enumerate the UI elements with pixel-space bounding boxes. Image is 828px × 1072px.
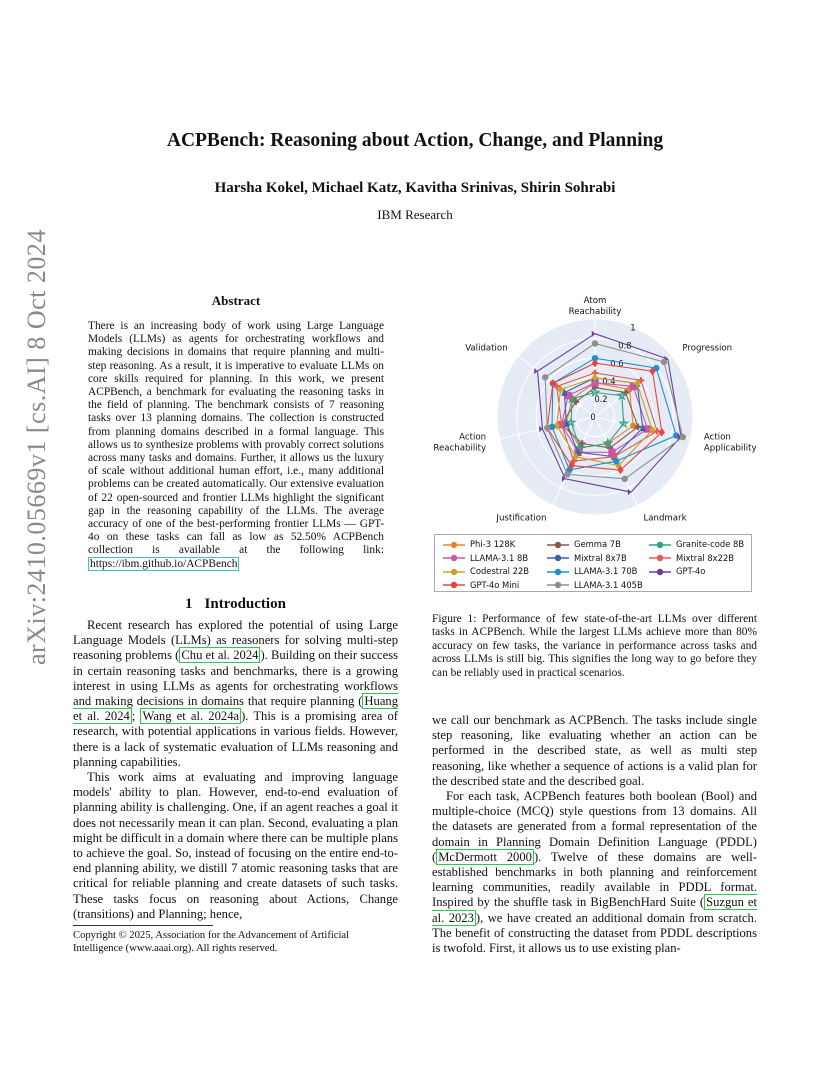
arxiv-stamp: arXiv:2410.05669v1 [cs.AI] 8 Oct 2024 bbox=[22, 229, 51, 665]
legend-label: Granite-code 8B bbox=[676, 539, 745, 549]
citation-huang-2024[interactable]: Huang et al. 2024 bbox=[73, 694, 398, 724]
radar-point-10-2 bbox=[680, 434, 686, 440]
legend-item bbox=[443, 537, 515, 551]
intro-paragraph-2: This work aims at evaluating and improving language models' ability to plan. However, end-to-end evaluation of planning ability is challenging. One, if an agent reaches a goal it does not necessarily mean it can plan. Second, evaluating a plan might be difficult in a domain where there can be multiple plans to achieve the goal. So, instead of focusing on the entire end-to-end planning ability, we distill 7 atomic reasoning tasks that are critical for reliable planning and create datasets of such tasks. These tasks focus on reasoning about Actions, Change (transitions) and Planning; hence, bbox=[73, 770, 398, 921]
legend-item bbox=[547, 564, 637, 578]
radar-axis-label-2-line1: Applicability bbox=[703, 443, 757, 454]
abstract-body bbox=[88, 320, 384, 571]
radar-tick-label-4: 0.8 bbox=[618, 340, 632, 351]
legend-swatch-9 bbox=[443, 580, 465, 590]
legend-label: Codestral 22B bbox=[470, 566, 530, 576]
legend-swatch-3 bbox=[443, 553, 465, 563]
legend-label: LLAMA-3.1 405B bbox=[574, 579, 643, 590]
copyright-footnote: Copyright © 2025, Association for the Advancement of Artificial Intelligence (www.aaai.org). All rights reserved. bbox=[73, 930, 350, 954]
figure-caption: Figure 1: Performance of few state-of-the-art LLMs over different tasks in ACPBench. While the largest LLMs achieve more than 80% accuracy on few tasks, the variance in performance across tasks and across LLMs is still big. This signifies the long way to go before they can be reliably used in practical scenarios. bbox=[432, 613, 757, 679]
legend-item bbox=[443, 564, 529, 578]
section-number: 1 bbox=[185, 596, 193, 612]
right-paragraph-2: For each task, ACPBench features both boolean (Bool) and multiple-choice (MCQ) style questions from 13 domains. All the datasets are generated from a formal representation of the domain in Planning Domain Definition Language (PDDL) ( McDermott 2000 ). Twelve of these domains are well-established benchmarks in both planning and reinforcement learning communities, readily available in PDDL format. Inspired by the shuffle task in BigBenchHard Suite ( Suzgun et al. 2023 ), we have created an additional domain from scratch. The benefit of constructing the dataset from PDDL descriptions is twofold. First, it allows us to use existing plan- bbox=[432, 789, 758, 956]
intro-paragraph-1: Recent research has explored the potential of using Large Language Models (LLMs) as reasoners for solving multi-step reasoning problems ( Chu et al. 2024 ). Building on their success in certain reasoning tasks and benchmarks, there is a growing interest in using LLMs as agents for orchestrating workflows and making decisions in domains that require planning ( Huang et al. 2024 ; Wang et al. 2024a ). This is a promising area of research, with potential applications in various fields. However, there is a lack of systematic evaluation of LLMs reasoning and planning capabilities. bbox=[73, 618, 399, 769]
radar-axis-label-4: Justification bbox=[496, 513, 547, 524]
legend-item bbox=[443, 578, 519, 592]
legend-label: Phi-3 128K bbox=[470, 539, 516, 549]
legend-label: GPT-4o bbox=[676, 566, 706, 576]
affiliation: IBM Research bbox=[377, 207, 453, 222]
radar-axis-label-2-line0: Action bbox=[703, 432, 731, 443]
radar-point-7-3 bbox=[613, 458, 619, 464]
legend-item bbox=[547, 537, 621, 551]
radar-axis-label-1: Progression bbox=[682, 343, 733, 354]
paper-title: ACPBench: Reasoning about Action, Change, and Planning bbox=[166, 130, 664, 151]
radar-axis-label-0-line0: Atom bbox=[583, 295, 607, 306]
radar-tick-label-2: 0.4 bbox=[602, 376, 616, 387]
legend-swatch-2 bbox=[649, 540, 671, 550]
chart-legend bbox=[434, 534, 752, 592]
left-column-body bbox=[73, 618, 398, 922]
right-column-body bbox=[432, 713, 757, 956]
radar-tick-label-1: 0.2 bbox=[594, 394, 608, 405]
legend-swatch-10 bbox=[547, 580, 569, 590]
citation-mcdermott-2000[interactable]: McDermott 2000 bbox=[438, 849, 532, 864]
legend-item bbox=[443, 551, 528, 565]
radar-axis-label-5-line1: Reachability bbox=[433, 443, 487, 454]
legend-swatch-4 bbox=[547, 553, 569, 563]
legend-label: LLAMA-3.1 8B bbox=[470, 552, 529, 563]
radar-axis-label-3: Landmark bbox=[643, 513, 687, 524]
abstract-text: There is an increasing body of work using Large Language Models (LLMs) as agents for orchestrating workflows and making decisions in domains that require planning and multi-step reasoning. As a result, it is imperative to evaluate LLMs on core skills required for planning. In this work, we present ACPBench, a benchmark for evaluating the reasoning tasks in the field of planning. The benchmark consists of 7 reasoning tasks over 13 planning domains. The collection is constructed from planning domains described in a formal language. This allows us to synthesize problems with provably correct solutions across many tasks and domains. Further, it allows us the luxury of scale without additional human effort, i.e., many additional problems can be created automatically. Our extensive evaluation of 22 open-sourced and frontier LLMs highlight the significant gap in the reasoning capability of the LLMs. The average accuracy of one of the best-performing frontier LLMs — GPT-4o on these tasks can fall as low as 52.50% ACPBench collection is available at the following link: bbox=[88, 320, 384, 557]
legend-item bbox=[547, 578, 643, 592]
radar-axis-label-6: Validation bbox=[465, 343, 508, 354]
legend-item bbox=[649, 551, 734, 565]
legend-swatch-7 bbox=[547, 567, 569, 577]
legend-item bbox=[649, 564, 705, 578]
radar-point-10-3 bbox=[622, 476, 628, 482]
radar-point-10-4 bbox=[564, 471, 570, 477]
radar-point-3-2 bbox=[644, 426, 650, 432]
radar-chart-svg bbox=[425, 295, 765, 535]
right-paragraph-1: we call our benchmark as ACPBench. The tasks include single step reasoning, like evaluating whether an action can be performed in the described state, as well as multi step reasoning, like whether a sequence of actions is a valid plan for the described state and the described goal. bbox=[432, 713, 757, 788]
radar-point-10-1 bbox=[661, 359, 667, 365]
citation-chu-2024[interactable]: Chu et al. 2024 bbox=[181, 648, 259, 663]
author-list: Harsha Kokel, Michael Katz, Kavitha Srinivas, Shirin Sohrabi bbox=[214, 180, 616, 196]
radar-axis-label-0-line1: Reachability bbox=[568, 306, 622, 317]
abstract-heading: Abstract bbox=[211, 293, 261, 308]
radar-axis-label-5-line0: Action bbox=[459, 432, 487, 443]
legend-swatch-1 bbox=[547, 540, 569, 550]
legend-label: Mixtral 8x22B bbox=[676, 552, 735, 563]
legend-label: GPT-4o Mini bbox=[470, 579, 520, 590]
radar-point-10-5 bbox=[544, 425, 550, 431]
citation-wang-2024a[interactable]: Wang et al. 2024a bbox=[142, 709, 240, 724]
legend-swatch-8 bbox=[649, 567, 671, 577]
legend-swatch-6 bbox=[443, 567, 465, 577]
acpbench-link[interactable]: https://ibm.github.io/ACPBench bbox=[90, 557, 238, 570]
radar-tick-label-5: 1 bbox=[630, 322, 636, 333]
legend-item bbox=[547, 551, 627, 565]
radar-chart bbox=[425, 295, 765, 535]
legend-item bbox=[649, 537, 744, 551]
legend-label: Mixtral 8x7B bbox=[574, 552, 627, 563]
legend-swatch-0 bbox=[443, 540, 465, 550]
legend-label: LLAMA-3.1 70B bbox=[574, 566, 638, 576]
radar-tick-label-3: 0.6 bbox=[610, 358, 624, 369]
section-title: Introduction bbox=[204, 596, 286, 612]
section-heading-introduction bbox=[73, 596, 398, 613]
radar-point-10-0 bbox=[592, 340, 598, 346]
radar-tick-label-0: 0 bbox=[590, 412, 596, 422]
legend-label: Gemma 7B bbox=[574, 539, 621, 549]
legend-swatch-5 bbox=[649, 553, 671, 563]
radar-point-10-6 bbox=[542, 374, 548, 380]
footnote-divider bbox=[73, 925, 213, 926]
citation-suzgun-2023[interactable]: Suzgun et al. 2023 bbox=[432, 895, 757, 925]
